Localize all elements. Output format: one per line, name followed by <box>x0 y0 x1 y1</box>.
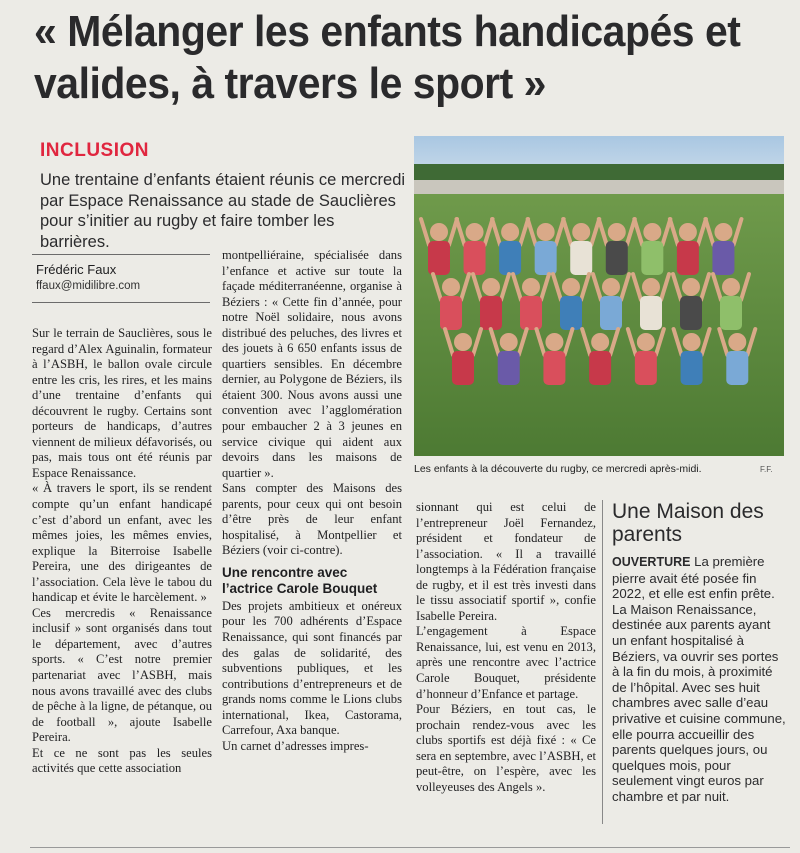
child-head <box>501 223 519 241</box>
child-head <box>637 333 655 351</box>
child-head <box>454 333 472 351</box>
sidebar-body <box>612 554 788 805</box>
child-figure <box>641 241 663 275</box>
paragraph: montpelliéraine, spécialisée dans l’enfance et active sur toute la façade méditerranéenne, organise à Béziers : « Cette fin d’année, pour notre Noël solidaire, nous avons distribué des peluches, des livres et des jouets à 6 650 enfants issus de quartiers sensibles. En décembre dernier, au Polygone de Béziers, ils étaient 300. Nous avons aussi une convention avec l’agglomération pour embaucher 2 à 3 jeunes en service civique qui aident aux devoirs dans les maisons de quartier ». <box>222 248 402 480</box>
child-figure <box>452 351 474 385</box>
subheading: Une rencontre avec l’actrice Carole Bouquet <box>222 564 378 596</box>
child-head <box>537 223 555 241</box>
paragraph: « À travers le sport, ils se rendent compte qu’un enfant handicapé c’est d’abord un enfant, avec les mêmes joies, les mêmes envies, explique la Biterroise Isabelle Pereira, une des dirigeantes de l’association. Cela lève le tabou du handicap et évite le harcèlement. » <box>32 481 212 605</box>
child-figure <box>543 351 565 385</box>
child-head <box>522 278 540 296</box>
headline: « Mélanger les enfants handicapés et valides, à travers le sport » <box>34 7 741 108</box>
child-head <box>442 278 460 296</box>
paragraph: Sur le terrain de Sauclières, sous le regard d’Alex Aguinalin, formateur à l’ASBH, le ballon ovale circule entre les cris, les rires, et les mains d’une trentaine d’enfants qui découvrent le rugby. Certains sont porteurs de handicaps, d’autres viennent de milieux défavorisés, ou pas, mais tous ont été réunis par Espace Renaissance. <box>32 326 212 480</box>
byline-divider <box>32 254 210 255</box>
article-column-3 <box>416 500 596 795</box>
paragraph: L’engagement à Espace Renaissance, lui, est venu en 2013, après une rencontre avec l’actrice Carole Bouquet, présidente d’honneur d’Enfance et partage. <box>416 624 596 701</box>
child-figure <box>480 296 502 330</box>
child-figure <box>589 351 611 385</box>
paragraph: Et ce ne sont pas les seules activités que cette association <box>32 745 212 776</box>
child-figure <box>498 351 520 385</box>
child-figure <box>520 296 542 330</box>
child-figure <box>606 241 628 275</box>
child-head <box>682 278 700 296</box>
sidebar-tag: OUVERTURE <box>612 555 691 569</box>
paragraph: Ces mercredis « Renaissance inclusif » sont organisés dans tout le département, avec d’autres sports. « C’est notre premier partenariat avec l’ASBH, mais nous avons travaillé avec des clubs de pêche à la ligne, de pétanque, ou de football », ajoute Isabelle Pereira. <box>32 605 212 745</box>
child-figure <box>535 241 557 275</box>
child-head <box>642 278 660 296</box>
child-head <box>591 333 609 351</box>
child-figure <box>440 296 462 330</box>
child-figure <box>635 351 657 385</box>
child-figure <box>464 241 486 275</box>
paragraph: Des projets ambitieux et onéreux pour les 700 adhérents d’Espace Renaissance, qui sont financés par des galas de solidarité, des subventions publiques, et les contributions d’entrepreneurs et de grands noms comme le Lions clubs international, Ikea, Castorama, Carrefour, Axa banque. <box>222 598 402 738</box>
author-name: Frédéric Faux <box>36 262 117 277</box>
child-head <box>572 223 590 241</box>
child-head <box>728 333 746 351</box>
child-figure <box>726 351 748 385</box>
child-figure <box>681 351 703 385</box>
child-figure <box>570 241 592 275</box>
child-figure <box>428 241 450 275</box>
child-figure <box>560 296 582 330</box>
sidebar-divider <box>602 500 603 824</box>
page-bottom-rule <box>30 847 790 848</box>
article-column-2 <box>222 248 402 754</box>
child-head <box>722 278 740 296</box>
child-figure <box>720 296 742 330</box>
byline-divider <box>32 302 210 303</box>
child-figure <box>677 241 699 275</box>
sidebar-title: Une Maison des parents <box>612 500 764 546</box>
rugby-children-photo <box>414 136 784 456</box>
child-head <box>714 223 732 241</box>
author-email[interactable]: ffaux@midilibre.com <box>36 280 141 292</box>
child-figure <box>712 241 734 275</box>
lead-paragraph: Une trentaine d’enfants étaient réunis ce mercredi par Espace Renaissance au stade de Sauclières pour s’initier au rugby et faire tomber les barrières. <box>40 171 406 251</box>
child-figure <box>680 296 702 330</box>
child-head <box>562 278 580 296</box>
child-figure <box>640 296 662 330</box>
paragraph: sionnant qui est celui de l’entrepreneur Joël Fernandez, président et fondateur de l’association. « Il a travaillé longtemps à la Fédération française de rugby, et il est très investi dans le tissu associatif sportif », confie Isabelle Pereira. <box>416 500 596 623</box>
child-head <box>500 333 518 351</box>
child-head <box>602 278 620 296</box>
paragraph: Sans compter des Maisons des parents, pour ceux qui ont besoin d’être près de leur enfant hospitalisé, à Montpellier et Béziers (voir ci-contre). <box>222 481 402 558</box>
child-head <box>545 333 563 351</box>
child-head <box>430 223 448 241</box>
child-figure <box>499 241 521 275</box>
photo-caption: Les enfants à la découverte du rugby, ce mercredi après-midi. <box>414 463 702 475</box>
child-head <box>679 223 697 241</box>
child-head <box>683 333 701 351</box>
paragraph: Pour Béziers, en tout cas, le prochain rendez-vous avec les clubs sportifs est déjà fixé : « Ce sera en septembre, avec l’ASBH, et peut-être, on l’espère, avec les volleyeuses des Angels ». <box>416 702 596 794</box>
child-head <box>608 223 626 241</box>
child-head <box>643 223 661 241</box>
child-head <box>466 223 484 241</box>
child-head <box>482 278 500 296</box>
child-figure <box>600 296 622 330</box>
paragraph: Un carnet d’adresses impres- <box>222 738 369 753</box>
photo-credit: F.F. <box>760 465 773 474</box>
article-column-1 <box>32 326 212 777</box>
section-kicker: INCLUSION <box>40 140 149 161</box>
sidebar-text: La première pierre avait été posée fin 2022, et elle est enfin prête. La Maison Renaissance, destinée aux parents ayant un enfant hospitalisé à Béziers, va ouvrir ses portes à la fin du mois, à proximité de l’hôpital. Avec ses huit chambres avec salle d’eau privative et cuisine commune, elle pourra accueillir des parents quelques jours, ou quelques mois, pour seulement vingt euros par chambre et par nuit. <box>612 554 786 804</box>
